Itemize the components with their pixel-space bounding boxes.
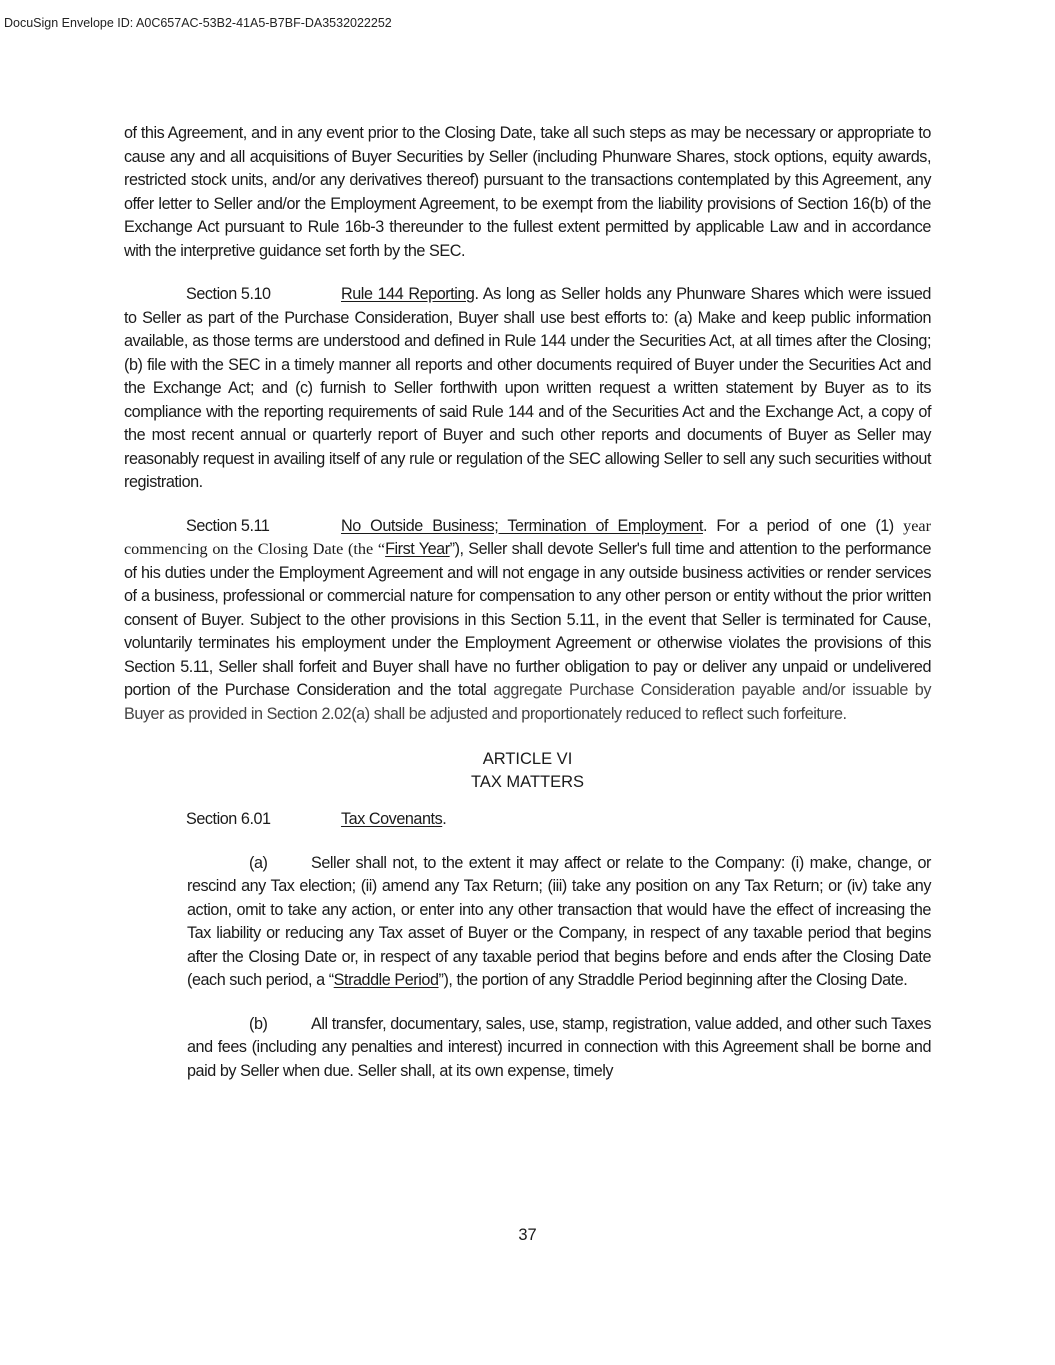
defined-term: Straddle Period [333,971,439,989]
title-suffix: . [442,810,447,828]
subsection-label: (a) [249,853,268,872]
section-5-11 [124,515,931,727]
subsection-a [124,852,931,993]
section-title: Tax Covenants [341,810,443,828]
section-body: . As long as Seller holds any Phunware Shares which were issued to Seller as part of the Purchase Consideration, Buyer shall use best efforts to: (a) Make and keep public information available, as those terms are understood and defined in Rule 144 under the Securities Act, at all times after the Closing; (b) file with the SEC in a timely manner all reports and other documents required of Buyer under the Securities Act and the Exchange Act; and (c) furnish to Seller forthwith upon written request a written statement by Buyer as to its compliance with the reporting requirements of said Rule 144 and of the Securities Act and the Exchange Act, a copy of the most recent annual or quarterly report of Buyer and such other reports and documents of Buyer as Seller may reasonably request in availing itself of any rule or regulation of the SEC allowing Seller to sell any such securities without registration. [124,285,931,491]
section-number: Section 5.10 [186,285,271,303]
article-heading [124,748,931,794]
docusign-envelope-id: DocuSign Envelope ID: A0C657AC-53B2-41A5-B7BF-DA3532022252 [4,16,392,30]
subsection-body: All transfer, documentary, sales, use, stamp, registration, value added, and other such Taxes and fees (including any penalties and interest) incurred in connection with this Agreement shall be borne and paid by Seller when due. Seller shall, at its own expense, timely [187,1014,931,1080]
section-title: No Outside Business; Termination of Employment [341,516,703,535]
subsection-b [124,1013,931,1084]
article-title: TAX MATTERS [470,773,585,791]
section-body-serif: year commencing on the Closing Date (the “ [124,516,931,558]
section-number: Section 5.11 [186,516,270,535]
document-page [124,122,931,1103]
section-number: Section 6.01 [186,810,271,828]
subsection-body: Seller shall not, to the extent it may affect or relate to the Company: (i) make, change, or rescind any Tax election; (ii) amend any Tax Return; (iii) take any position on any Tax Return; or (iv) take any action, omit to take any action, or enter into any other transaction that would have the effect of increasing the Tax liability or reducing any Tax asset of Buyer or the Company, in respect of any taxable period that begins after the Closing Date or, in respect of any taxable period that begins before and ends after the Closing Date (each such period, a “ [187,853,931,989]
section-6-01-heading [124,808,931,832]
page-number: 37 [518,1226,537,1244]
section-body: . For a period of one (1) [702,516,904,535]
defined-term: First Year [385,540,450,558]
subsection-body: ”), the portion of any Straddle Period beginning after the Closing Date. [438,971,908,989]
subsection-label: (b) [249,1014,268,1033]
article-number: ARTICLE VI [482,750,573,768]
section-body: ”), Seller shall devote Seller's full time and attention to the performance of his duties under the Employment Agreement and will not engage in any outside business activities or render services of a business, professional or commercial nature for compensation to any other person or entity without the prior written consent of Buyer. Subject to the other provisions in this Section 5.11, in the event that Seller is terminated for Cause, voluntarily terminates his employment under the Employment Agreement or otherwise violates the provisions of this Section 5.11, Seller shall forfeit and Buyer shall have no further obligation to pay or deliver any unpaid or undelivered portion of the Purchase Consideration and the total [124,540,931,699]
section-5-10 [124,283,931,495]
section-body-gray: aggregate Purchase Consideration payable and/or issuable by Buyer as provided in Section 2.02(a) shall be adjusted and proportionately reduced to reflect such forfeiture. [124,681,931,723]
section-title: Rule 144 Reporting [341,285,475,303]
continuation-paragraph: of this Agreement, and in any event prior to the Closing Date, take all such steps as may be necessary or appropriate to cause any and all acquisitions of Buyer Securities by Seller (including Phunware Shares, stock options, equity awards, restricted stock units, and/or any derivatives thereof) pursuant to the transactions contemplated by this Agreement, any offer letter to Seller and/or the Employment Agreement, to be exempt from the liability provisions of Section 16(b) of the Exchange Act pursuant to Rule 16b-3 thereunder to the fullest extent permitted by applicable Law and in accordance with the interpretive guidance set forth by the SEC. [124,124,931,260]
